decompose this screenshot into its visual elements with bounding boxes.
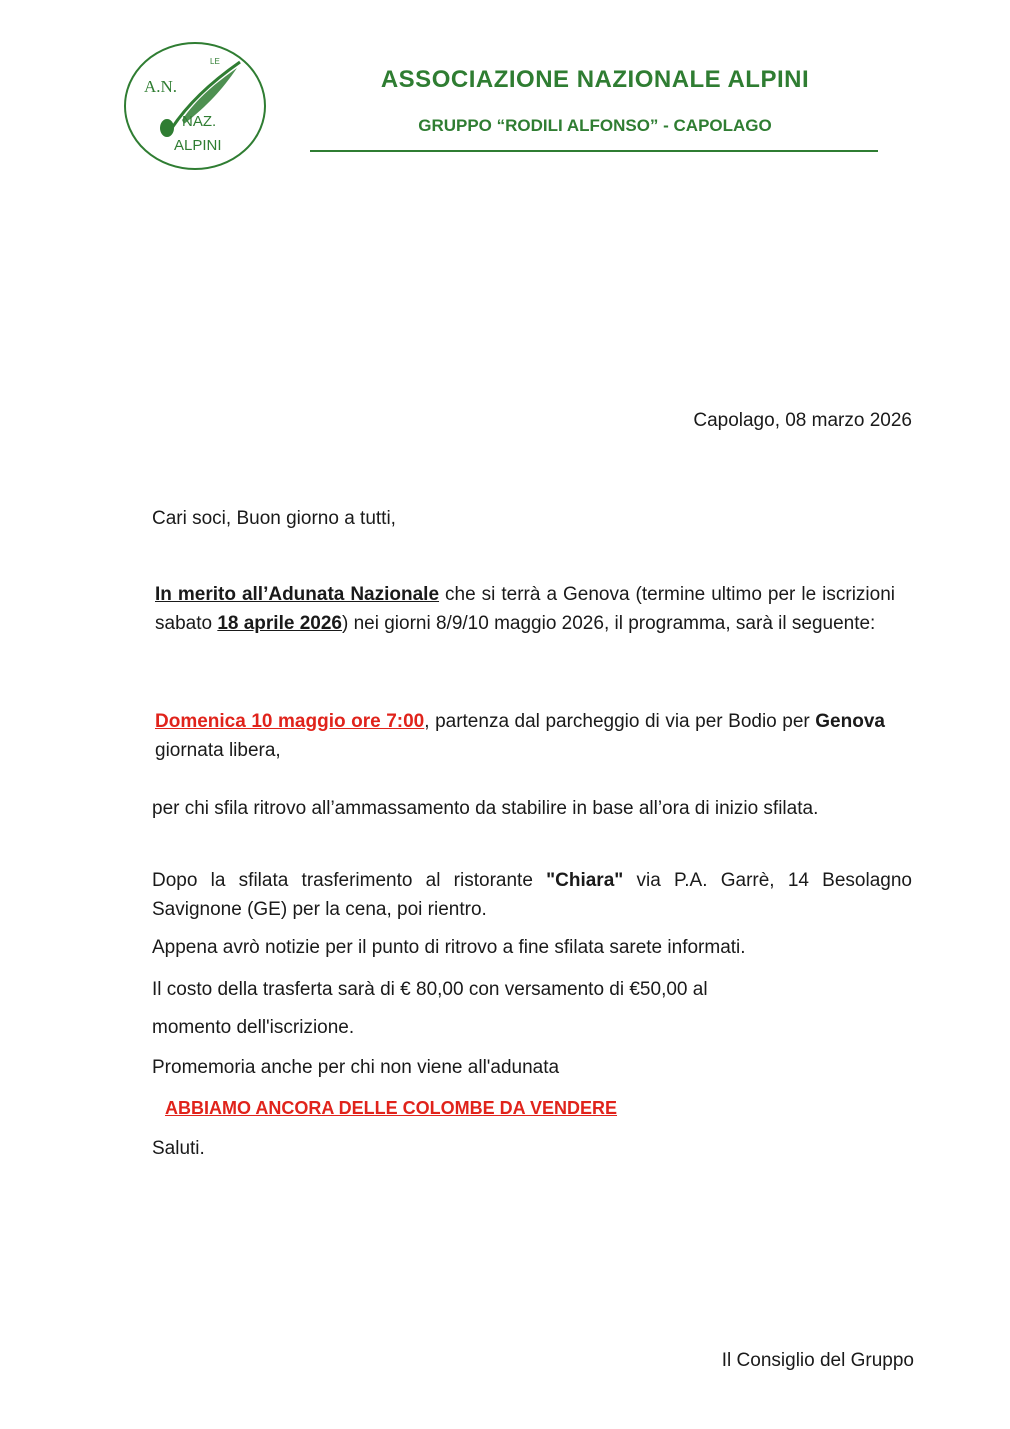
restaurant-name: "Chiara" (546, 870, 624, 891)
paragraph-reminder: Promemoria anche per chi non viene all'adunata (152, 1057, 560, 1078)
greeting: Cari soci, Buon giorno a tutti, (152, 508, 396, 529)
destination: Genova (815, 711, 885, 732)
signature: Il Consiglio del Gruppo (721, 1350, 914, 1371)
logo-text-le: LE (210, 57, 220, 66)
paragraph-departure (155, 707, 885, 765)
header-divider (310, 150, 878, 152)
closing: Saluti. (152, 1138, 205, 1159)
colombe-notice: ABBIAMO ANCORA DELLE COLOMBE DA VENDERE (165, 1098, 618, 1118)
paragraph-restaurant (152, 866, 912, 924)
paragraph-parade: per chi sfila ritrovo all’ammassamento da stabilire in base all’ora di inizio sfilata. (152, 798, 819, 819)
departure-datetime: Domenica 10 maggio ore 7:00 (155, 711, 425, 732)
paragraph-adunata (155, 580, 895, 638)
departure-text-1: , partenza dal parcheggio di via per Bodio per (424, 711, 816, 732)
registration-deadline: 18 aprile 2026 (217, 613, 342, 634)
adunata-lead: In merito all’Adunata Nazionale (155, 584, 440, 605)
adunata-text-1: che si terrà a Genova (termine ultimo per le iscrizioni sabato (155, 584, 895, 634)
logo-text-bottom: ALPINI (174, 137, 222, 154)
restaurant-text-2: via P.A. Garrè, 14 Besolagno Savignone (GE) per la cena, poi rientro. (152, 870, 912, 920)
organization-title: ASSOCIAZIONE NAZIONALE ALPINI (380, 66, 810, 93)
paragraph-cost-2: momento dell'iscrizione. (152, 1017, 355, 1038)
logo-text-mid: NAZ. (182, 113, 217, 130)
paragraph-cost: Il costo della trasferta sarà di € 80,00 con versamento di €50,00 al (152, 979, 708, 1000)
paragraph-meeting-point: Appena avrò notizie per il punto di ritrovo a fine sfilata sarete informati. (152, 937, 746, 958)
logo-text-top: A.N. (144, 77, 178, 96)
letter-date: Capolago, 08 marzo 2026 (693, 410, 912, 431)
adunata-text-2: ) nei giorni 8/9/10 maggio 2026, il programma, sarà il seguente: (341, 613, 876, 634)
organization-subtitle: GRUPPO “RODILI ALFONSO” - CAPOLAGO (418, 116, 772, 135)
departure-text-2: giornata libera, (155, 740, 281, 761)
association-logo (122, 40, 268, 172)
restaurant-text-1: Dopo la sfilata trasferimento al ristorante (152, 870, 547, 891)
